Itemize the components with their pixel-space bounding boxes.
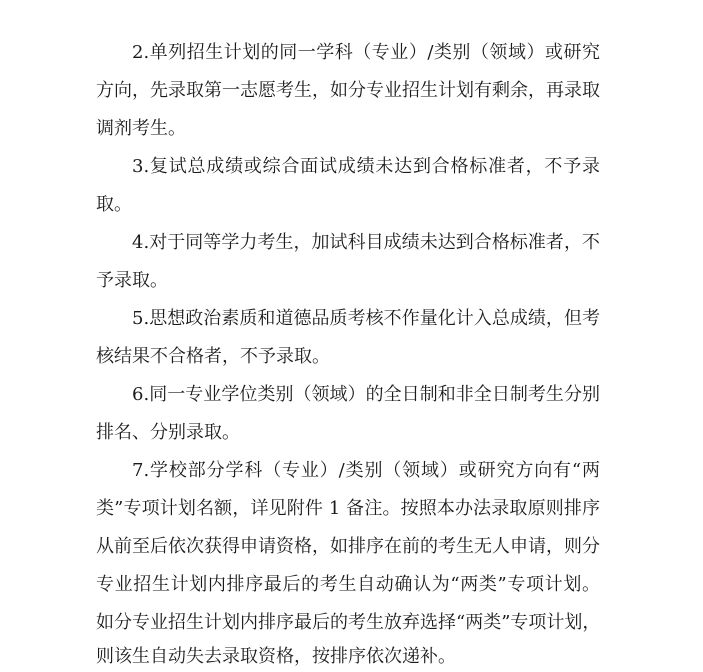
item-7-line-1: 7.学校部分学科（专业）/类别（领域）或研究方向有“两	[132, 460, 600, 481]
item-7-line-3: 从前至后依次获得申请资格，如排序在前的考生无人申请，则分	[96, 536, 600, 557]
item-3-line-1: 3.复试总成绩或综合面试成绩未达到合格标准者，不予录	[132, 156, 600, 177]
item-7-line-4: 专业招生计划内排序最后的考生自动确认为“两类”专项计划。	[96, 574, 600, 595]
item-3-line-2: 取。	[96, 194, 132, 215]
item-6-line-1: 6.同一专业学位类别（领域）的全日制和非全日制考生分别	[132, 384, 600, 405]
item-2-line-1: 2.单列招生计划的同一学科（专业）/类别（领域）或研究	[132, 42, 600, 63]
item-5-line-2: 核结果不合格者，不予录取。	[96, 346, 330, 367]
item-2-line-3: 调剂考生。	[96, 118, 186, 139]
item-7-line-2: 类”专项计划名额，详见附件 1 备注。按照本办法录取原则排序	[96, 498, 600, 519]
item-5-line-1: 5.思想政治素质和道德品质考核不作量化计入总成绩，但考	[132, 308, 600, 329]
item-7-line-6: 则该生自动失去录取资格，按排序依次递补。	[96, 646, 456, 667]
item-4-line-1: 4.对于同等学力考生，加试科目成绩未达到合格标准者，不	[132, 232, 600, 253]
item-7-line-5: 如分专业招生计划内排序最后的考生放弃选择“两类”专项计划，	[96, 612, 601, 633]
item-4-line-2: 予录取。	[96, 270, 168, 291]
item-2-line-2: 方向，先录取第一志愿考生，如分专业招生计划有剩余，再录取	[96, 80, 600, 101]
item-6-line-2: 排名、分别录取。	[96, 422, 240, 443]
